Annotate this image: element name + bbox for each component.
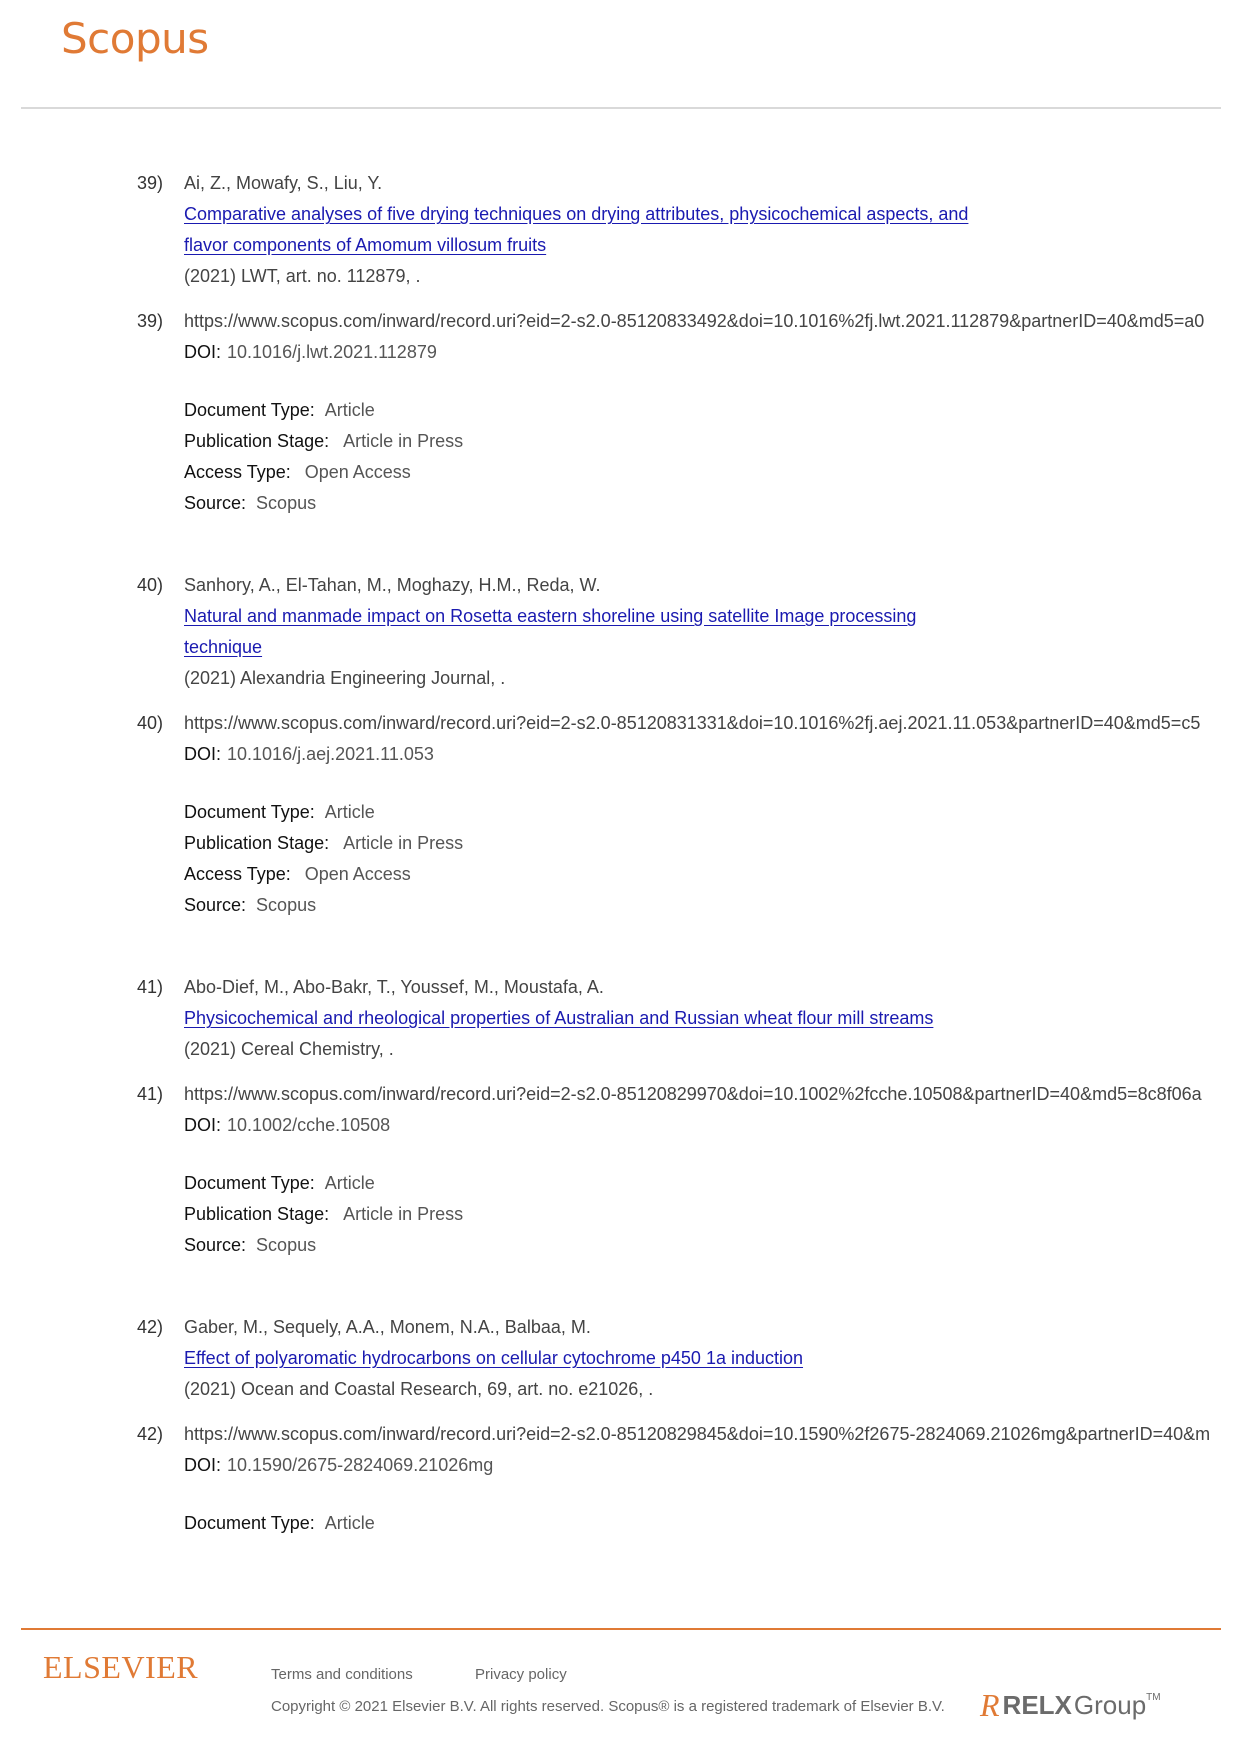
record-number: 40) (137, 713, 164, 733)
meta-row (0, 489, 1241, 517)
scopus-logo: Scopus (61, 14, 209, 63)
meta-label: Access Type: (184, 864, 291, 884)
meta-label: Source: (184, 1235, 247, 1255)
meta-row (0, 1231, 1241, 1259)
record-url-row (0, 1420, 1241, 1448)
meta-value: Article (324, 1513, 375, 1533)
doi-value: 10.1016/j.aej.2021.11.053 (227, 744, 434, 764)
doi-value: 10.1016/j.lwt.2021.112879 (227, 342, 437, 362)
record-title-row (0, 200, 1241, 228)
record-authors-row (0, 169, 1241, 197)
meta-row (0, 396, 1241, 424)
page-header (0, 0, 1241, 110)
meta-label: Publication Stage: (184, 1204, 330, 1224)
meta-label: Document Type: (184, 400, 315, 420)
relx-wordmark: RELX (1002, 1689, 1072, 1720)
record-title-row (0, 1344, 1241, 1372)
record-doi-row (0, 338, 1241, 366)
record-title-link[interactable]: Natural and manmade impact on Rosetta eastern shoreline using satellite Image processing (184, 606, 917, 626)
record-url[interactable]: https://www.scopus.com/inward/record.uri?eid=2-s2.0-85120829845&doi=10.1590%2f2675-2824069.21026mg&partnerID=40&m (184, 1424, 1211, 1444)
record-title-row (0, 633, 1241, 661)
meta-value: Article in Press (343, 1204, 464, 1224)
meta-row (0, 829, 1241, 857)
record-number: 39) (137, 173, 164, 193)
record-authors: Sanhory, A., El-Tahan, M., Moghazy, H.M., Reda, W. (184, 575, 601, 595)
record-citation: (2021) Ocean and Coastal Research, 69, art. no. e21026, . (184, 1379, 654, 1399)
record-citation: (2021) Cereal Chemistry, . (184, 1039, 394, 1059)
footer-divider (21, 1628, 1221, 1630)
record-url-row (0, 307, 1241, 335)
doi-value: 10.1002/cche.10508 (227, 1115, 391, 1135)
meta-row (0, 798, 1241, 826)
meta-label: Source: (184, 895, 247, 915)
record-citation-row (0, 1375, 1241, 1403)
record-authors-row (0, 1313, 1241, 1341)
record-number: 40) (137, 575, 164, 595)
record-title-row (0, 1004, 1241, 1032)
doi-label: DOI: (184, 342, 222, 362)
trademark-symbol: TM (1146, 1692, 1161, 1703)
meta-label: Document Type: (184, 1513, 315, 1533)
record-title-row (0, 231, 1241, 259)
record-url[interactable]: https://www.scopus.com/inward/record.uri?eid=2-s2.0-85120833492&doi=10.1016%2fj.lwt.2021.112879&partnerID=40&md5=a0 (184, 311, 1205, 331)
meta-value: Open Access (304, 864, 411, 884)
record-url-row (0, 1080, 1241, 1108)
copyright-text: Copyright © 2021 Elsevier B.V. All rights reserved. Scopus® is a registered trademark of Elsevier B.V. (271, 1698, 945, 1715)
record-authors-row (0, 973, 1241, 1001)
header-divider (21, 107, 1221, 109)
record-url-row (0, 709, 1241, 737)
record-doi-row (0, 1111, 1241, 1139)
doi-value: 10.1590/2675-2824069.21026mg (227, 1455, 494, 1475)
meta-row (0, 1169, 1241, 1197)
meta-label: Document Type: (184, 802, 315, 822)
record-title-link[interactable]: flavor components of Amomum villosum fruits (184, 235, 547, 255)
meta-label: Access Type: (184, 462, 291, 482)
record-citation: (2021) Alexandria Engineering Journal, . (184, 668, 506, 688)
record-citation: (2021) LWT, art. no. 112879, . (184, 266, 421, 286)
meta-row (0, 860, 1241, 888)
record-title-link[interactable]: technique (184, 637, 263, 657)
meta-value: Open Access (304, 462, 411, 482)
doi-label: DOI: (184, 744, 222, 764)
meta-row (0, 1509, 1241, 1537)
record-authors-row (0, 571, 1241, 599)
privacy-link[interactable]: Privacy policy (475, 1666, 567, 1683)
record-number: 42) (137, 1317, 164, 1337)
meta-value: Scopus (256, 1235, 317, 1255)
meta-row (0, 427, 1241, 455)
meta-value: Article (324, 400, 375, 420)
record-number: 41) (137, 1084, 164, 1104)
record-title-link[interactable]: Effect of polyaromatic hydrocarbons on cellular cytochrome p450 1a induction (184, 1348, 804, 1368)
meta-label: Publication Stage: (184, 431, 330, 451)
meta-label: Source: (184, 493, 247, 513)
meta-label: Publication Stage: (184, 833, 330, 853)
record-authors: Gaber, M., Sequely, A.A., Monem, N.A., Balbaa, M. (184, 1317, 591, 1337)
record-citation-row (0, 664, 1241, 692)
relx-logo (980, 1688, 1161, 1722)
elsevier-logo: ELSEVIER (43, 1649, 199, 1685)
record-citation-row (0, 1035, 1241, 1063)
terms-link[interactable]: Terms and conditions (271, 1666, 413, 1683)
meta-value: Article (324, 802, 375, 822)
meta-row (0, 458, 1241, 486)
record-url[interactable]: https://www.scopus.com/inward/record.uri?eid=2-s2.0-85120829970&doi=10.1002%2fcche.10508&partnerID=40&md5=8c8f06a (184, 1084, 1202, 1104)
meta-value: Article in Press (343, 431, 464, 451)
record-doi-row (0, 740, 1241, 768)
record-authors: Abo-Dief, M., Abo-Bakr, T., Youssef, M., Moustafa, A. (184, 977, 604, 997)
record-title-link[interactable]: Physicochemical and rheological properties of Australian and Russian wheat flour mill streams (184, 1008, 934, 1028)
record-url[interactable]: https://www.scopus.com/inward/record.uri?eid=2-s2.0-85120831331&doi=10.1016%2fj.aej.2021.11.053&partnerID=40&md5=c5 (184, 713, 1201, 733)
meta-value: Article in Press (343, 833, 464, 853)
record-doi-row (0, 1451, 1241, 1479)
doi-label: DOI: (184, 1455, 222, 1475)
meta-value: Scopus (256, 895, 317, 915)
record-title-row (0, 602, 1241, 630)
meta-row (0, 1200, 1241, 1228)
meta-value: Article (324, 1173, 375, 1193)
record-authors: Ai, Z., Mowafy, S., Liu, Y. (184, 173, 383, 193)
meta-row (0, 891, 1241, 919)
record-citation-row (0, 262, 1241, 290)
doi-label: DOI: (184, 1115, 222, 1135)
meta-value: Scopus (256, 493, 317, 513)
relx-mark-icon: R (980, 1686, 1000, 1723)
meta-label: Document Type: (184, 1173, 315, 1193)
record-title-link[interactable]: Comparative analyses of five drying techniques on drying attributes, physicochemical aspects, and (184, 204, 969, 224)
record-number: 39) (137, 311, 164, 331)
record-number: 41) (137, 977, 164, 997)
record-number: 42) (137, 1424, 164, 1444)
relx-group-text: Group (1073, 1689, 1147, 1720)
